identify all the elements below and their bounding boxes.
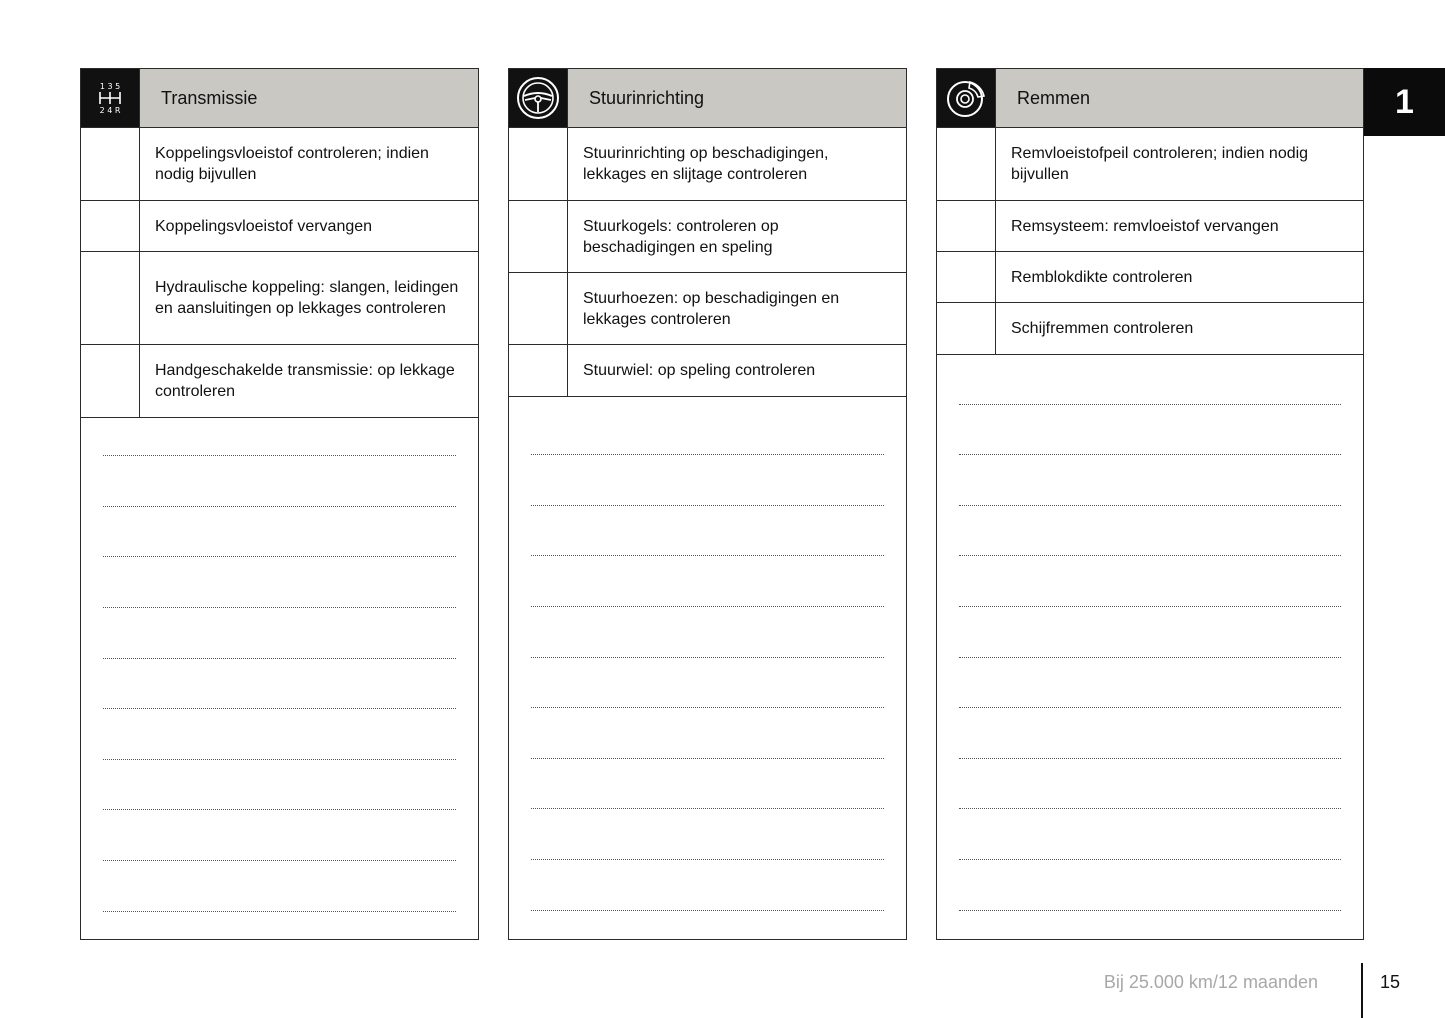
item-text: Stuurinrichting op beschadigingen, lekkages en slijtage controleren (583, 145, 829, 183)
note-line (103, 455, 456, 456)
checkbox-cell[interactable] (81, 128, 140, 200)
note-line (959, 657, 1341, 658)
checklist-row (81, 252, 478, 345)
checkbox-cell[interactable] (81, 345, 140, 417)
checkbox-cell[interactable] (81, 252, 140, 344)
page-number: 15 (1380, 972, 1401, 992)
svg-text:2 4 R: 2 4 R (99, 106, 121, 115)
note-line (103, 556, 456, 557)
note-line (959, 808, 1341, 809)
note-line (531, 454, 884, 455)
checkbox-cell[interactable] (509, 345, 568, 396)
item-text: Remvloeistofpeil controleren; indien nodig bijvullen (1011, 145, 1309, 183)
note-line (531, 808, 884, 809)
note-line (531, 505, 884, 506)
checklist-row (81, 201, 478, 252)
item-text: Remsysteem: remvloeistof vervangen (1011, 217, 1279, 235)
checklist-row (937, 128, 1363, 201)
item-text: Stuurwiel: op speling controleren (583, 362, 816, 379)
card-title: Transmissie (139, 69, 478, 127)
note-line (959, 404, 1341, 405)
item-text: Remblokdikte controleren (1011, 268, 1193, 286)
note-line (531, 707, 884, 708)
note-line (959, 859, 1341, 860)
item-text: Handgeschakelde transmissie: op lekkage controleren (155, 362, 455, 400)
chapter-tab: 1 (1364, 68, 1445, 136)
checklist-row (509, 345, 906, 397)
note-line (103, 860, 456, 861)
note-line (959, 606, 1341, 607)
checkbox-cell[interactable] (509, 273, 568, 344)
card-header (81, 69, 478, 128)
note-line (959, 910, 1341, 911)
note-line (531, 910, 884, 911)
checklist-row (81, 345, 478, 418)
note-line (103, 911, 456, 912)
steering-wheel-icon (509, 69, 567, 127)
note-line (103, 506, 456, 507)
item-text: Koppelingsvloeistof vervangen (155, 217, 373, 235)
card-transmissie (80, 68, 479, 940)
brake-disc-icon (937, 69, 995, 127)
note-line (103, 708, 456, 709)
card-remmen (936, 68, 1364, 940)
checkbox-cell[interactable] (509, 201, 568, 272)
item-text: Koppelingsvloeistof controleren; indien nodig bijvullen (155, 145, 429, 183)
checkbox-cell[interactable] (937, 128, 996, 200)
note-line (959, 505, 1341, 506)
card-title: Stuurinrichting (567, 69, 906, 127)
footer-divider (1361, 963, 1363, 1018)
checklist-row (937, 252, 1363, 303)
item-text: Schijfremmen controleren (1011, 320, 1194, 337)
note-line (103, 809, 456, 810)
checklist-row (937, 303, 1363, 355)
note-line (959, 555, 1341, 556)
note-line (531, 859, 884, 860)
card-header (509, 69, 906, 128)
checkbox-cell[interactable] (509, 128, 568, 200)
card-header (937, 69, 1363, 128)
card-title: Remmen (995, 69, 1363, 127)
checkbox-cell[interactable] (937, 303, 996, 354)
note-line (959, 454, 1341, 455)
note-line (103, 607, 456, 608)
card-stuurinrichting (508, 68, 907, 940)
note-line (531, 555, 884, 556)
item-text: Hydraulische koppeling: slangen, leidingen en aansluitingen op lekkages controleren (155, 279, 459, 317)
service-interval: Bij 25.000 km/12 maanden (1103, 972, 1318, 992)
note-line (959, 707, 1341, 708)
checkbox-cell[interactable] (81, 201, 140, 251)
checklist-row (509, 128, 906, 201)
checklist-row (937, 201, 1363, 252)
svg-text:1 3 5: 1 3 5 (99, 82, 121, 91)
item-text: Stuurkogels: controleren op beschadigingen en speling (583, 217, 779, 256)
checklist-row (509, 201, 906, 273)
note-line (959, 758, 1341, 759)
note-line (531, 657, 884, 658)
item-text: Stuurhoezen: op beschadigingen en lekkages controleren (583, 289, 840, 328)
checkbox-cell[interactable] (937, 201, 996, 251)
note-line (103, 759, 456, 760)
note-line (531, 606, 884, 607)
gearshift-icon (81, 69, 139, 127)
checklist-row (81, 128, 478, 201)
note-line (531, 758, 884, 759)
note-line (103, 658, 456, 659)
checklist-row (509, 273, 906, 345)
checkbox-cell[interactable] (937, 252, 996, 302)
